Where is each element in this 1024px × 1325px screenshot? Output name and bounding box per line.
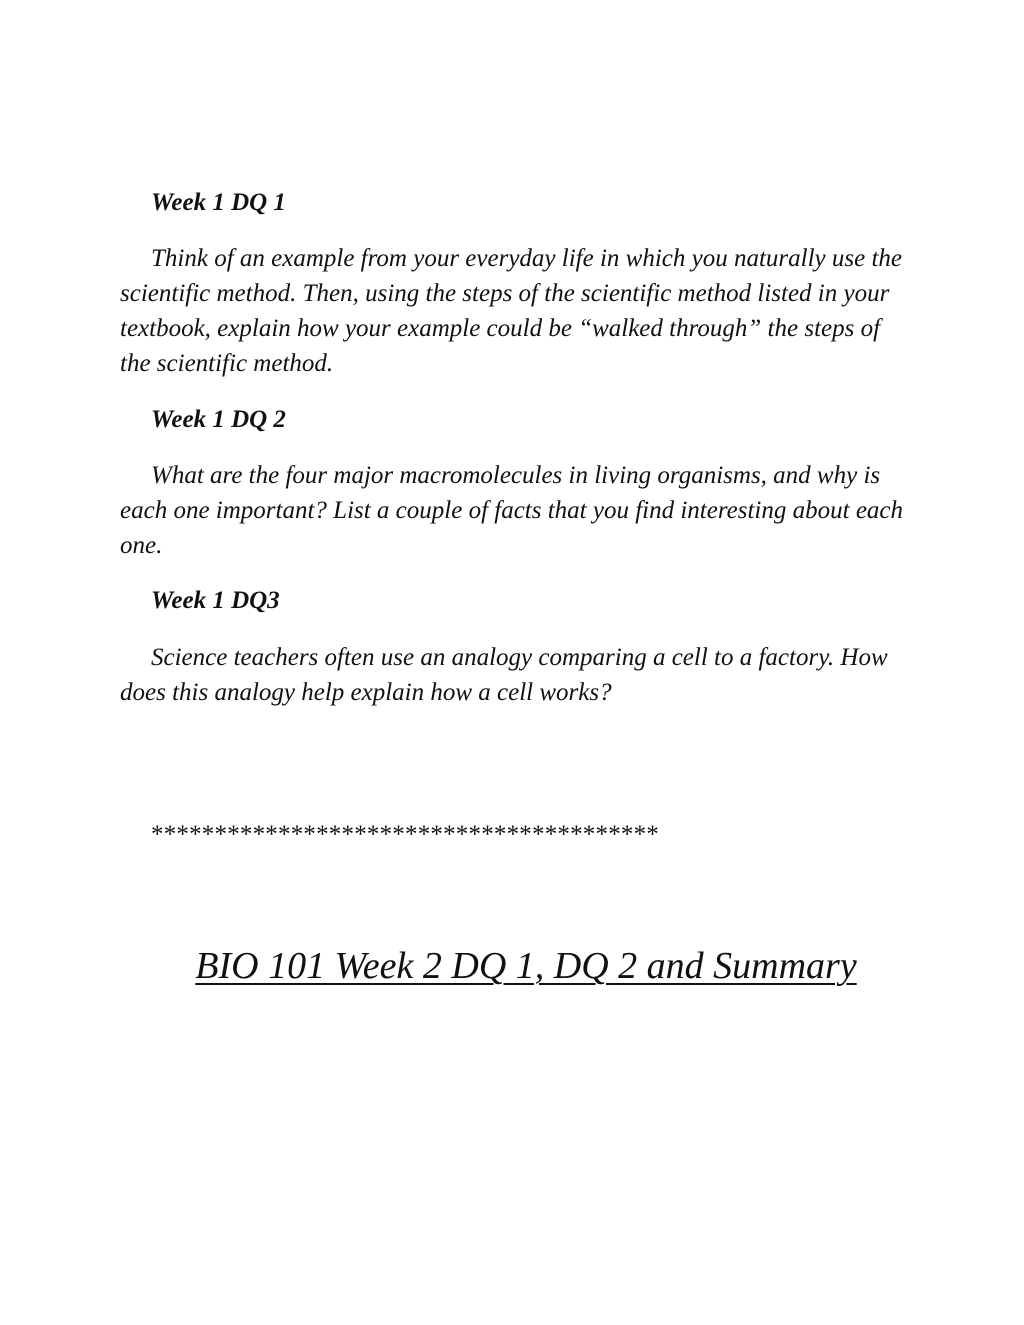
- section-week1-dq3-body: [120, 640, 910, 710]
- section-body: Science teachers often use an analogy comparing a cell to a factory. How does this analogy help explain how a cell works?: [120, 644, 888, 706]
- asterisk-separator: ****************************************: [151, 821, 659, 848]
- section-week1-dq1-body: [120, 241, 910, 381]
- section-week1-dq2: [120, 405, 910, 435]
- section-heading: Week 1 DQ3: [151, 587, 280, 614]
- section-heading: Week 1 DQ 1: [151, 189, 286, 216]
- section-heading: Week 1 DQ 2: [151, 406, 286, 433]
- next-document-title: BIO 101 Week 2 DQ 1, DQ 2 and Summary: [195, 945, 857, 987]
- section-body: What are the four major macromolecules in living organisms, and why is each one important? List a couple of facts that you find interesting about each one.: [120, 462, 904, 559]
- section-body: Think of an example from your everyday life in which you naturally use the scientific method. Then, using the steps of the scientific method listed in your textbook, explain how your example could be “walked through” the steps of the scientific method.: [120, 245, 902, 377]
- section-week1-dq3: [120, 586, 910, 616]
- section-week1-dq2-body: [120, 458, 910, 563]
- section-week1-dq1: [120, 188, 910, 218]
